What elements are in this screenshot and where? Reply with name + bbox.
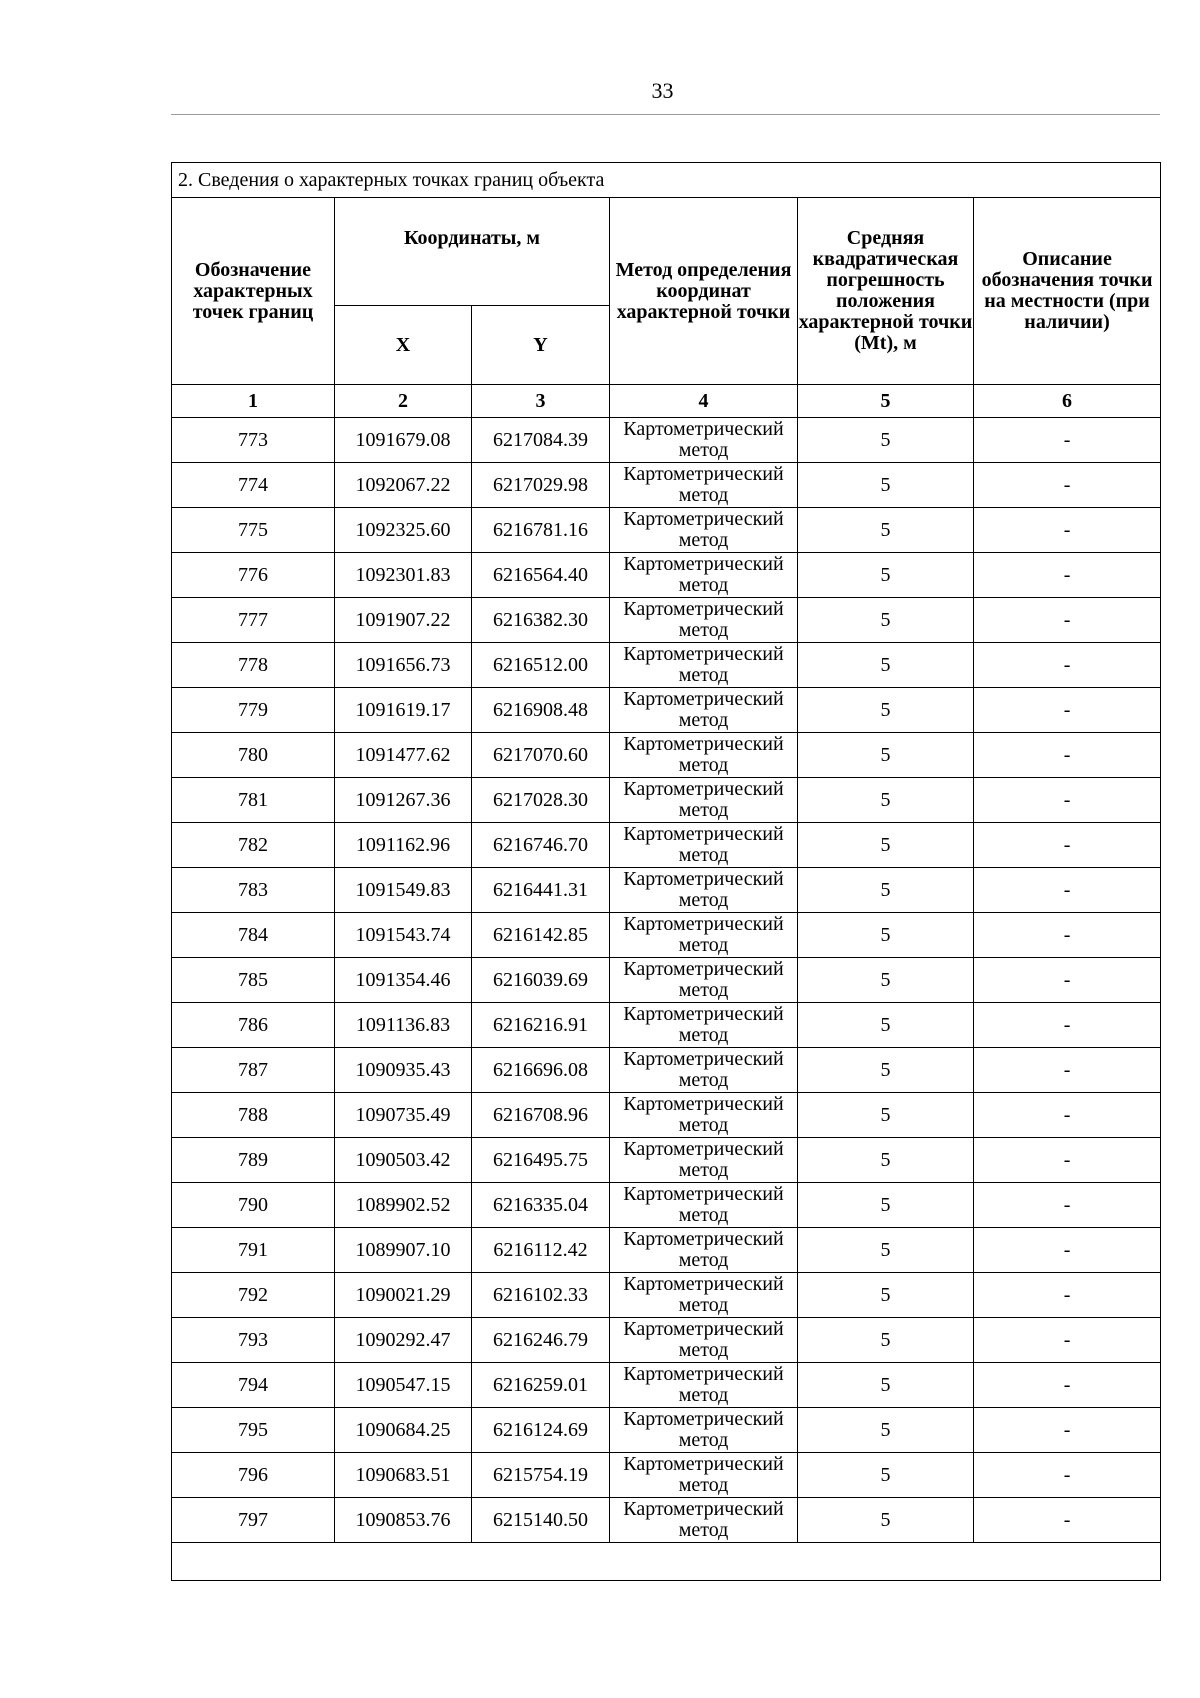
accuracy-cell: 5 <box>798 643 974 688</box>
accuracy-cell: 5 <box>798 1408 974 1453</box>
x-coordinate-cell: 1091619.17 <box>335 688 472 733</box>
table-row <box>172 1273 1161 1318</box>
column-number-row <box>172 385 1161 418</box>
header-coordinates: Координаты, м <box>335 198 610 306</box>
description-cell: - <box>974 1228 1161 1273</box>
table-row <box>172 508 1161 553</box>
description-cell: - <box>974 418 1161 463</box>
section-title: 2. Сведения о характерных точках границ объекта <box>172 163 1161 198</box>
x-coordinate-cell: 1089902.52 <box>335 1183 472 1228</box>
method-cell: Картометрический метод <box>610 958 798 1003</box>
point-designation-cell: 789 <box>172 1138 335 1183</box>
description-cell: - <box>974 553 1161 598</box>
method-cell: Картометрический метод <box>610 688 798 733</box>
description-cell: - <box>974 598 1161 643</box>
table-row <box>172 553 1161 598</box>
y-coordinate-cell: 6216746.70 <box>472 823 610 868</box>
point-designation-cell: 792 <box>172 1273 335 1318</box>
y-coordinate-cell: 6216708.96 <box>472 1093 610 1138</box>
point-designation-cell: 775 <box>172 508 335 553</box>
point-designation-cell: 784 <box>172 913 335 958</box>
table-row <box>172 1453 1161 1498</box>
y-coordinate-cell: 6215140.50 <box>472 1498 610 1543</box>
y-coordinate-cell: 6216142.85 <box>472 913 610 958</box>
table-row <box>172 958 1161 1003</box>
description-cell: - <box>974 463 1161 508</box>
accuracy-cell: 5 <box>798 463 974 508</box>
method-cell: Картометрический метод <box>610 733 798 778</box>
accuracy-cell: 5 <box>798 1363 974 1408</box>
column-number: 3 <box>472 385 610 418</box>
accuracy-cell: 5 <box>798 1453 974 1498</box>
point-designation-cell: 782 <box>172 823 335 868</box>
method-cell: Картометрический метод <box>610 823 798 868</box>
accuracy-cell: 5 <box>798 778 974 823</box>
accuracy-cell: 5 <box>798 1498 974 1543</box>
accuracy-cell: 5 <box>798 733 974 778</box>
table-row <box>172 1318 1161 1363</box>
point-designation-cell: 794 <box>172 1363 335 1408</box>
header-y: Y <box>472 306 610 385</box>
point-designation-cell: 773 <box>172 418 335 463</box>
description-cell: - <box>974 733 1161 778</box>
description-cell: - <box>974 1138 1161 1183</box>
point-designation-cell: 790 <box>172 1183 335 1228</box>
description-cell: - <box>974 1048 1161 1093</box>
method-cell: Картометрический метод <box>610 1048 798 1093</box>
y-coordinate-cell: 6216335.04 <box>472 1183 610 1228</box>
y-coordinate-cell: 6216495.75 <box>472 1138 610 1183</box>
y-coordinate-cell: 6216781.16 <box>472 508 610 553</box>
description-cell: - <box>974 1318 1161 1363</box>
accuracy-cell: 5 <box>798 688 974 733</box>
header-description: Описание обозначения точки на местности (при наличии) <box>974 198 1161 385</box>
y-coordinate-cell: 6216259.01 <box>472 1363 610 1408</box>
column-number: 1 <box>172 385 335 418</box>
description-cell: - <box>974 958 1161 1003</box>
table-row <box>172 688 1161 733</box>
method-cell: Картометрический метод <box>610 598 798 643</box>
column-number: 5 <box>798 385 974 418</box>
method-cell: Картометрический метод <box>610 1093 798 1138</box>
accuracy-cell: 5 <box>798 1183 974 1228</box>
point-designation-cell: 791 <box>172 1228 335 1273</box>
method-cell: Картометрический метод <box>610 1228 798 1273</box>
header-accuracy: Средняя квадратическая погрешность положения характерной точки (Mt), м <box>798 198 974 385</box>
point-designation-cell: 774 <box>172 463 335 508</box>
x-coordinate-cell: 1091267.36 <box>335 778 472 823</box>
x-coordinate-cell: 1091477.62 <box>335 733 472 778</box>
accuracy-cell: 5 <box>798 1228 974 1273</box>
accuracy-cell: 5 <box>798 1138 974 1183</box>
y-coordinate-cell: 6216124.69 <box>472 1408 610 1453</box>
y-coordinate-cell: 6217084.39 <box>472 418 610 463</box>
description-cell: - <box>974 1498 1161 1543</box>
table-row <box>172 1363 1161 1408</box>
description-cell: - <box>974 823 1161 868</box>
column-number: 4 <box>610 385 798 418</box>
point-designation-cell: 776 <box>172 553 335 598</box>
point-designation-cell: 795 <box>172 1408 335 1453</box>
table-row <box>172 463 1161 508</box>
x-coordinate-cell: 1091354.46 <box>335 958 472 1003</box>
table-row <box>172 1003 1161 1048</box>
point-designation-cell: 796 <box>172 1453 335 1498</box>
y-coordinate-cell: 6216102.33 <box>472 1273 610 1318</box>
table-row <box>172 1228 1161 1273</box>
column-number: 6 <box>974 385 1161 418</box>
description-cell: - <box>974 1093 1161 1138</box>
description-cell: - <box>974 1363 1161 1408</box>
y-coordinate-cell: 6216441.31 <box>472 868 610 913</box>
header-method: Метод определения координат характерной точки <box>610 198 798 385</box>
point-designation-cell: 788 <box>172 1093 335 1138</box>
table-row <box>172 868 1161 913</box>
accuracy-cell: 5 <box>798 418 974 463</box>
x-coordinate-cell: 1090683.51 <box>335 1453 472 1498</box>
x-coordinate-cell: 1090735.49 <box>335 1093 472 1138</box>
point-designation-cell: 783 <box>172 868 335 913</box>
description-cell: - <box>974 868 1161 913</box>
table-row <box>172 1093 1161 1138</box>
table-row <box>172 643 1161 688</box>
table-row <box>172 913 1161 958</box>
point-designation-cell: 793 <box>172 1318 335 1363</box>
point-designation-cell: 780 <box>172 733 335 778</box>
point-designation-cell: 785 <box>172 958 335 1003</box>
empty-row <box>172 1543 1161 1581</box>
x-coordinate-cell: 1090292.47 <box>335 1318 472 1363</box>
accuracy-cell: 5 <box>798 823 974 868</box>
description-cell: - <box>974 643 1161 688</box>
method-cell: Картометрический метод <box>610 778 798 823</box>
x-coordinate-cell: 1091907.22 <box>335 598 472 643</box>
x-coordinate-cell: 1090684.25 <box>335 1408 472 1453</box>
y-coordinate-cell: 6217070.60 <box>472 733 610 778</box>
table-row <box>172 1498 1161 1543</box>
table-row <box>172 1408 1161 1453</box>
x-coordinate-cell: 1090935.43 <box>335 1048 472 1093</box>
point-designation-cell: 778 <box>172 643 335 688</box>
table-row <box>172 1183 1161 1228</box>
y-coordinate-cell: 6216696.08 <box>472 1048 610 1093</box>
method-cell: Картометрический метод <box>610 418 798 463</box>
description-cell: - <box>974 508 1161 553</box>
x-coordinate-cell: 1090853.76 <box>335 1498 472 1543</box>
x-coordinate-cell: 1091679.08 <box>335 418 472 463</box>
description-cell: - <box>974 1408 1161 1453</box>
accuracy-cell: 5 <box>798 508 974 553</box>
y-coordinate-cell: 6216112.42 <box>472 1228 610 1273</box>
table-row <box>172 778 1161 823</box>
accuracy-cell: 5 <box>798 868 974 913</box>
table-row <box>172 1048 1161 1093</box>
accuracy-cell: 5 <box>798 1273 974 1318</box>
y-coordinate-cell: 6215754.19 <box>472 1453 610 1498</box>
method-cell: Картометрический метод <box>610 1453 798 1498</box>
header-point-designation: Обозначение характерных точек границ <box>172 198 335 385</box>
point-designation-cell: 797 <box>172 1498 335 1543</box>
point-designation-cell: 777 <box>172 598 335 643</box>
method-cell: Картометрический метод <box>610 913 798 958</box>
method-cell: Картометрический метод <box>610 1498 798 1543</box>
x-coordinate-cell: 1090547.15 <box>335 1363 472 1408</box>
x-coordinate-cell: 1091549.83 <box>335 868 472 913</box>
accuracy-cell: 5 <box>798 1003 974 1048</box>
x-coordinate-cell: 1091543.74 <box>335 913 472 958</box>
method-cell: Картометрический метод <box>610 643 798 688</box>
y-coordinate-cell: 6216216.91 <box>472 1003 610 1048</box>
description-cell: - <box>974 1273 1161 1318</box>
method-cell: Картометрический метод <box>610 1138 798 1183</box>
empty-cell <box>172 1543 1161 1581</box>
table-row <box>172 733 1161 778</box>
y-coordinate-cell: 6216564.40 <box>472 553 610 598</box>
y-coordinate-cell: 6217028.30 <box>472 778 610 823</box>
method-cell: Картометрический метод <box>610 1408 798 1453</box>
x-coordinate-cell: 1092301.83 <box>335 553 472 598</box>
description-cell: - <box>974 778 1161 823</box>
accuracy-cell: 5 <box>798 1318 974 1363</box>
accuracy-cell: 5 <box>798 913 974 958</box>
y-coordinate-cell: 6216908.48 <box>472 688 610 733</box>
y-coordinate-cell: 6216039.69 <box>472 958 610 1003</box>
accuracy-cell: 5 <box>798 553 974 598</box>
x-coordinate-cell: 1090021.29 <box>335 1273 472 1318</box>
table-row <box>172 1138 1161 1183</box>
table-row <box>172 598 1161 643</box>
x-coordinate-cell: 1089907.10 <box>335 1228 472 1273</box>
point-designation-cell: 787 <box>172 1048 335 1093</box>
point-designation-cell: 786 <box>172 1003 335 1048</box>
boundary-points-table <box>171 162 1161 1581</box>
header-divider <box>171 114 1160 115</box>
y-coordinate-cell: 6217029.98 <box>472 463 610 508</box>
table-row <box>172 418 1161 463</box>
method-cell: Картометрический метод <box>610 508 798 553</box>
y-coordinate-cell: 6216512.00 <box>472 643 610 688</box>
method-cell: Картометрический метод <box>610 1003 798 1048</box>
method-cell: Картометрический метод <box>610 1318 798 1363</box>
y-coordinate-cell: 6216382.30 <box>472 598 610 643</box>
x-coordinate-cell: 1091656.73 <box>335 643 472 688</box>
description-cell: - <box>974 1183 1161 1228</box>
x-coordinate-cell: 1091136.83 <box>335 1003 472 1048</box>
method-cell: Картометрический метод <box>610 868 798 913</box>
header-x: X <box>335 306 472 385</box>
accuracy-cell: 5 <box>798 598 974 643</box>
table-row <box>172 823 1161 868</box>
page-number: 33 <box>651 78 674 103</box>
x-coordinate-cell: 1092067.22 <box>335 463 472 508</box>
method-cell: Картометрический метод <box>610 1183 798 1228</box>
accuracy-cell: 5 <box>798 1093 974 1138</box>
y-coordinate-cell: 6216246.79 <box>472 1318 610 1363</box>
method-cell: Картометрический метод <box>610 553 798 598</box>
x-coordinate-cell: 1092325.60 <box>335 508 472 553</box>
description-cell: - <box>974 913 1161 958</box>
method-cell: Картометрический метод <box>610 1363 798 1408</box>
accuracy-cell: 5 <box>798 958 974 1003</box>
description-cell: - <box>974 1453 1161 1498</box>
accuracy-cell: 5 <box>798 1048 974 1093</box>
x-coordinate-cell: 1091162.96 <box>335 823 472 868</box>
x-coordinate-cell: 1090503.42 <box>335 1138 472 1183</box>
column-number: 2 <box>335 385 472 418</box>
point-designation-cell: 779 <box>172 688 335 733</box>
description-cell: - <box>974 1003 1161 1048</box>
point-designation-cell: 781 <box>172 778 335 823</box>
description-cell: - <box>974 688 1161 733</box>
method-cell: Картометрический метод <box>610 463 798 508</box>
method-cell: Картометрический метод <box>610 1273 798 1318</box>
